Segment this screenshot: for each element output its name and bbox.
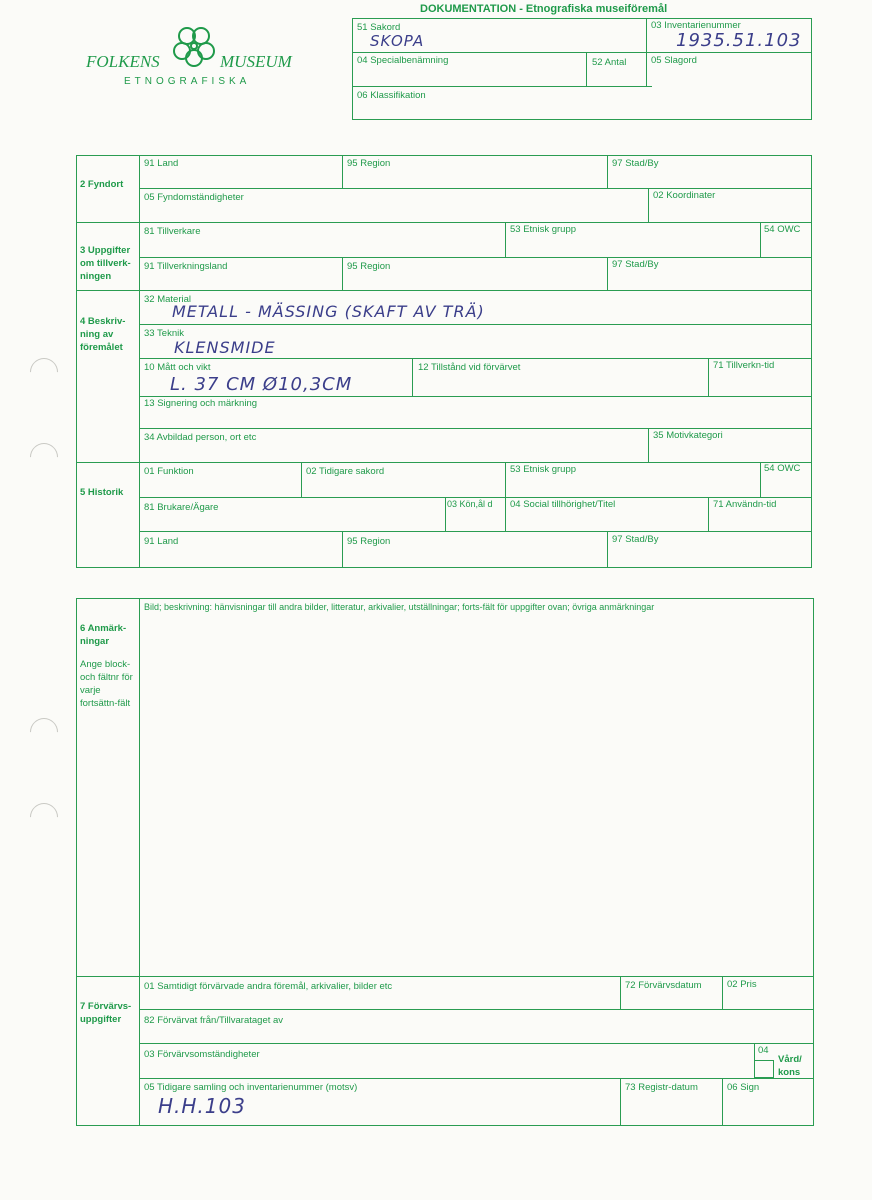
sakord-label: 51 Sakord bbox=[357, 22, 401, 33]
tillverkning-region-label: 95 Region bbox=[347, 261, 391, 272]
punch-hole bbox=[24, 437, 64, 477]
material-label: 32 Material bbox=[144, 294, 191, 305]
material-value[interactable]: METALL - MÄSSING (SKAFT AV TRÄ) bbox=[172, 302, 485, 321]
fyndomstandigheter-label: 05 Fyndomständigheter bbox=[144, 192, 244, 203]
social-tillhorighet-label: 04 Social tillhörighet/Titel bbox=[510, 499, 616, 510]
registr-datum-label: 73 Registr-datum bbox=[625, 1082, 698, 1093]
punch-hole bbox=[24, 712, 64, 752]
vard-kons-label: Vård/ kons bbox=[778, 1054, 802, 1078]
samtidigt-forvarvade-label: 01 Samtidigt förvärvade andra föremål, arkivalier, bilder etc bbox=[144, 981, 393, 992]
pris-label: 02 Pris bbox=[727, 979, 757, 990]
koordinater-label: 02 Koordinater bbox=[653, 190, 716, 201]
matt-och-vikt-label: 10 Mått och vikt bbox=[144, 362, 211, 373]
antal-label: 52 Antal bbox=[592, 57, 627, 68]
museum-logo bbox=[86, 24, 316, 94]
historik-region-label: 95 Region bbox=[347, 536, 391, 547]
logo-left-text: FOLKENS bbox=[86, 52, 160, 71]
fyndort-region-label: 95 Region bbox=[347, 158, 391, 169]
historik-stad-label: 97 Stad/By bbox=[612, 534, 659, 545]
anmarkningar-hint: Ange block-och fältnr för varje fortsättn-fält bbox=[80, 659, 133, 709]
signering-label: 13 Signering och märkning bbox=[144, 398, 258, 409]
section-anmarkningar-title: 6 Anmärk-ningar bbox=[80, 623, 127, 647]
matt-och-vikt-value[interactable]: L. 37 CM Ø10,3CM bbox=[170, 374, 353, 395]
tillverkn-tid-label: 71 Tillverkn-tid bbox=[713, 360, 775, 371]
inventarienummer-label: 03 Inventarienummer bbox=[651, 20, 741, 31]
tidigare-samling-label: 05 Tidigare samling och inventarienummer (motsv) bbox=[144, 1082, 358, 1093]
tidigare-sakord-label: 02 Tidigare sakord bbox=[306, 466, 385, 477]
forvarvsdatum-label: 72 Förvärvsdatum bbox=[625, 980, 702, 991]
section-historik-title: 5 Historik bbox=[80, 487, 124, 498]
forvarvsomstandigheter-label: 03 Förvärvsomständigheter bbox=[144, 1049, 260, 1060]
tidigare-samling-value[interactable]: H.H.103 bbox=[158, 1094, 246, 1118]
clover-logo-icon bbox=[170, 24, 218, 70]
inventarienummer-value[interactable]: 1935.51.103 bbox=[676, 30, 802, 51]
slagord-label: 05 Slagord bbox=[651, 55, 697, 66]
historik-land-label: 91 Land bbox=[144, 536, 179, 547]
section-beskrivning-title: 4 Beskriv-ning av föremålet bbox=[80, 316, 126, 353]
bild-beskrivning-label: Bild; beskrivning: hänvisningar till andra bilder, litteratur, arkivalier, utställningar; forts-fält för uppgifter ovan; övriga anmärkningar bbox=[144, 602, 655, 612]
section-tillverkning-title: 3 Uppgifter om tillverk-ningen bbox=[80, 245, 131, 282]
tillverkare-label: 81 Tillverkare bbox=[144, 226, 201, 237]
fyndort-stad-label: 97 Stad/By bbox=[612, 158, 659, 169]
anvandn-tid-label: 71 Användn-tid bbox=[713, 499, 777, 510]
vard-number-label: 04 bbox=[758, 1045, 769, 1056]
historik-etnisk-grupp-label: 53 Etnisk grupp bbox=[510, 464, 577, 475]
tillverkning-etnisk-grupp-label: 53 Etnisk grupp bbox=[510, 224, 577, 235]
logo-subtitle: ETNOGRAFISKA bbox=[124, 76, 251, 87]
teknik-value[interactable]: KLENSMIDE bbox=[174, 338, 276, 357]
tillverkningsland-label: 91 Tillverkningsland bbox=[144, 261, 228, 272]
teknik-label: 33 Teknik bbox=[144, 328, 184, 339]
punch-hole bbox=[24, 352, 64, 392]
sign-label: 06 Sign bbox=[727, 1082, 760, 1093]
historik-owc-label: 54 OWC bbox=[764, 463, 801, 474]
klassifikation-label: 06 Klassifikation bbox=[357, 90, 426, 101]
document-title: DOKUMENTATION - Etnografiska museiföremål bbox=[420, 3, 668, 15]
tillverkning-stad-label: 97 Stad/By bbox=[612, 259, 659, 270]
tillstand-label: 12 Tillstånd vid förvärvet bbox=[418, 362, 521, 373]
fyndort-land-label: 91 Land bbox=[144, 158, 179, 169]
motivkategori-label: 35 Motivkategori bbox=[653, 430, 723, 441]
section-forvarv-title: 7 Förvärvs-uppgifter bbox=[80, 1001, 132, 1025]
logo-right-text: MUSEUM bbox=[220, 52, 292, 71]
sakord-value[interactable]: SKOPA bbox=[370, 32, 425, 50]
funktion-label: 01 Funktion bbox=[144, 466, 194, 477]
tillverkning-owc-label: 54 OWC bbox=[764, 224, 801, 235]
vard-checkbox[interactable] bbox=[754, 1060, 774, 1078]
section-fyndort-title: 2 Fyndort bbox=[80, 179, 124, 190]
avbildad-label: 34 Avbildad person, ort etc bbox=[144, 432, 257, 443]
specialbenamning-label: 04 Specialbenämning bbox=[357, 55, 449, 66]
kon-alder-label: 03 Kön,ål d bbox=[447, 499, 493, 509]
punch-hole bbox=[24, 797, 64, 837]
forvarvat-fran-label: 82 Förvärvat från/Tillvarataget av bbox=[144, 1015, 284, 1026]
brukare-label: 81 Brukare/Ägare bbox=[144, 502, 219, 513]
anmarkningar-text-area[interactable] bbox=[142, 616, 810, 972]
